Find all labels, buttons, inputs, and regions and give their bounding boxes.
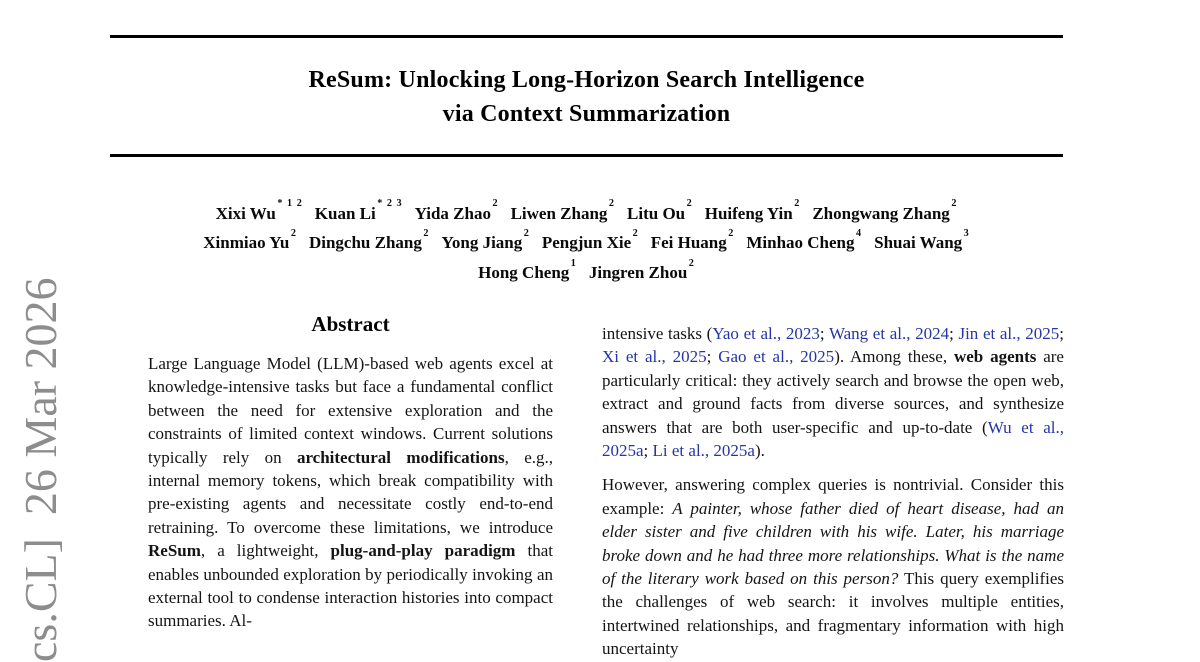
body-text: ). Among these, <box>834 347 954 367</box>
italic-text: A painter, whose father died of heart disease, had an elder sister and five children with his wife. Later, his marriage broke down and he had three more relationships. What is the name of the literary work based on this person? <box>602 498 1064 589</box>
citation-link[interactable]: Li et al., 2025a <box>652 441 755 461</box>
body-text: , a lightweight, <box>200 541 331 561</box>
author-name: Minhao Cheng <box>746 233 855 253</box>
citation-link[interactable]: Gao et al., 2025 <box>718 347 835 367</box>
bold-text: plug-and-play paradigm <box>330 541 516 561</box>
author-affiliation-superscript: 2 <box>728 228 735 240</box>
author <box>414 198 499 223</box>
body-text: However, answering complex queries is nontrivial. Consider this example: <box>602 475 1064 518</box>
citation-link[interactable]: Yao et al., 2023 <box>712 324 820 343</box>
bold-text: web agents <box>953 347 1037 367</box>
author-affiliation-superscript: 2 <box>290 228 297 240</box>
author-name: Kuan Li <box>314 203 376 223</box>
author-name: Pengjun Xie <box>541 233 632 253</box>
intro-paragraph-1 <box>602 322 1064 462</box>
author <box>650 228 735 253</box>
author-affiliation-superscript: 2 <box>423 228 430 240</box>
body-text: intensive tasks ( <box>602 324 713 343</box>
paper-title <box>110 63 1063 131</box>
author-name: Zhongwang Zhang <box>812 203 950 223</box>
author-affiliation-superscript: 2 <box>686 198 693 210</box>
author-affiliation-superscript: 2 <box>688 257 695 269</box>
author-affiliation-superscript: 2 <box>608 198 616 210</box>
author-affiliation-superscript: * 2 3 <box>377 198 403 210</box>
author-name: Hong Cheng <box>478 262 570 282</box>
body-text: This query exemplifies the challenges of web search: it involves multiple entities, intertwined relationships, and fragmentary information with high uncertainty <box>602 569 1064 659</box>
bold-text: ReSum <box>148 541 201 561</box>
arxiv-watermark: cs.CL] 26 Mar 2026 <box>15 277 66 662</box>
author <box>704 198 801 223</box>
author-name: Dingchu Zhang <box>308 233 422 253</box>
author <box>510 198 616 223</box>
author-name: Yida Zhao <box>414 203 491 223</box>
author-affiliation-superscript: 2 <box>523 228 530 240</box>
citation-link[interactable]: Wang et al., 2024 <box>828 324 950 343</box>
author-name: Xixi Wu <box>215 203 276 223</box>
author <box>746 228 863 253</box>
author <box>874 228 970 253</box>
author <box>308 228 430 253</box>
author-affiliation-superscript: 2 <box>632 228 639 240</box>
introduction-column <box>602 322 1064 661</box>
author-rows <box>100 197 1073 286</box>
author <box>314 198 403 223</box>
author-name: Fei Huang <box>650 233 727 253</box>
body-text: , e.g., internal memory tokens, which break compatibility with pre-existing agents and necessitate costly end-to-end retraining. To overcome these limitations, we introduce <box>148 447 553 537</box>
paper-title-line2: via Context Summarization <box>442 101 731 127</box>
author <box>203 228 297 253</box>
author <box>541 228 639 253</box>
author-name: Huifeng Yin <box>704 203 793 223</box>
author-affiliation-superscript: 2 <box>794 198 801 210</box>
author-row <box>100 256 1073 286</box>
author-name: Xinmiao Yu <box>203 233 290 253</box>
author-name: Jingren Zhou <box>588 262 688 282</box>
abstract-heading: Abstract <box>311 312 390 336</box>
author-affiliation-superscript: * 1 2 <box>277 198 303 210</box>
title-rule-bottom <box>110 154 1063 157</box>
bold-text: architectural modifications <box>296 447 505 467</box>
body-text: are particularly critical: they actively search and browse the open web, extract and ground facts from diverse sources, and synthesize answers that are both user-specific and up-to-date ( <box>602 347 1064 437</box>
author-row <box>100 197 1073 227</box>
author <box>478 257 577 282</box>
citation-link[interactable]: Xi et al., 2025 <box>602 347 707 367</box>
intro-paragraph-2 <box>602 473 1064 660</box>
author-affiliation-superscript: 1 <box>570 257 577 269</box>
body-text: ; <box>643 441 653 461</box>
author-affiliation-superscript: 4 <box>856 228 863 240</box>
author-name: Yong Jiang <box>441 233 523 253</box>
body-text: that enables unbounded exploration by periodically invoking an external tool to condense interaction histories into compact summaries. Al- <box>148 541 554 631</box>
author <box>215 198 303 223</box>
body-text: ). <box>754 441 765 461</box>
body-text: ; <box>819 324 829 343</box>
author <box>441 228 530 253</box>
paper-title-line1: ReSum: Unlocking Long-Horizon Search Intelligence <box>308 67 865 93</box>
body-text: Large Language Model (LLM)-based web agents excel at knowledge-intensive tasks but face a fundamental conflict between the need for extensive exploration and the constraints of limited context windows. Current solutions typically rely on <box>148 354 553 467</box>
author <box>812 198 958 223</box>
author <box>627 198 693 223</box>
citation-link[interactable]: Jin et al., 2025 <box>958 324 1060 343</box>
author-affiliation-superscript: 2 <box>951 198 958 210</box>
author-name: Litu Ou <box>627 203 686 223</box>
body-text: ; <box>949 324 959 343</box>
body-text: ; <box>706 347 719 367</box>
title-rule-top <box>110 35 1063 38</box>
abstract-text <box>148 352 553 633</box>
body-text: ; <box>1059 324 1064 343</box>
citation-link[interactable]: Wu et al., 2025a <box>602 417 1065 461</box>
author-affiliation-superscript: 3 <box>963 228 970 240</box>
author-affiliation-superscript: 2 <box>492 198 499 210</box>
author-row <box>100 227 1073 257</box>
author-name: Liwen Zhang <box>510 203 608 223</box>
author-name: Shuai Wang <box>874 233 963 253</box>
author <box>588 257 695 282</box>
